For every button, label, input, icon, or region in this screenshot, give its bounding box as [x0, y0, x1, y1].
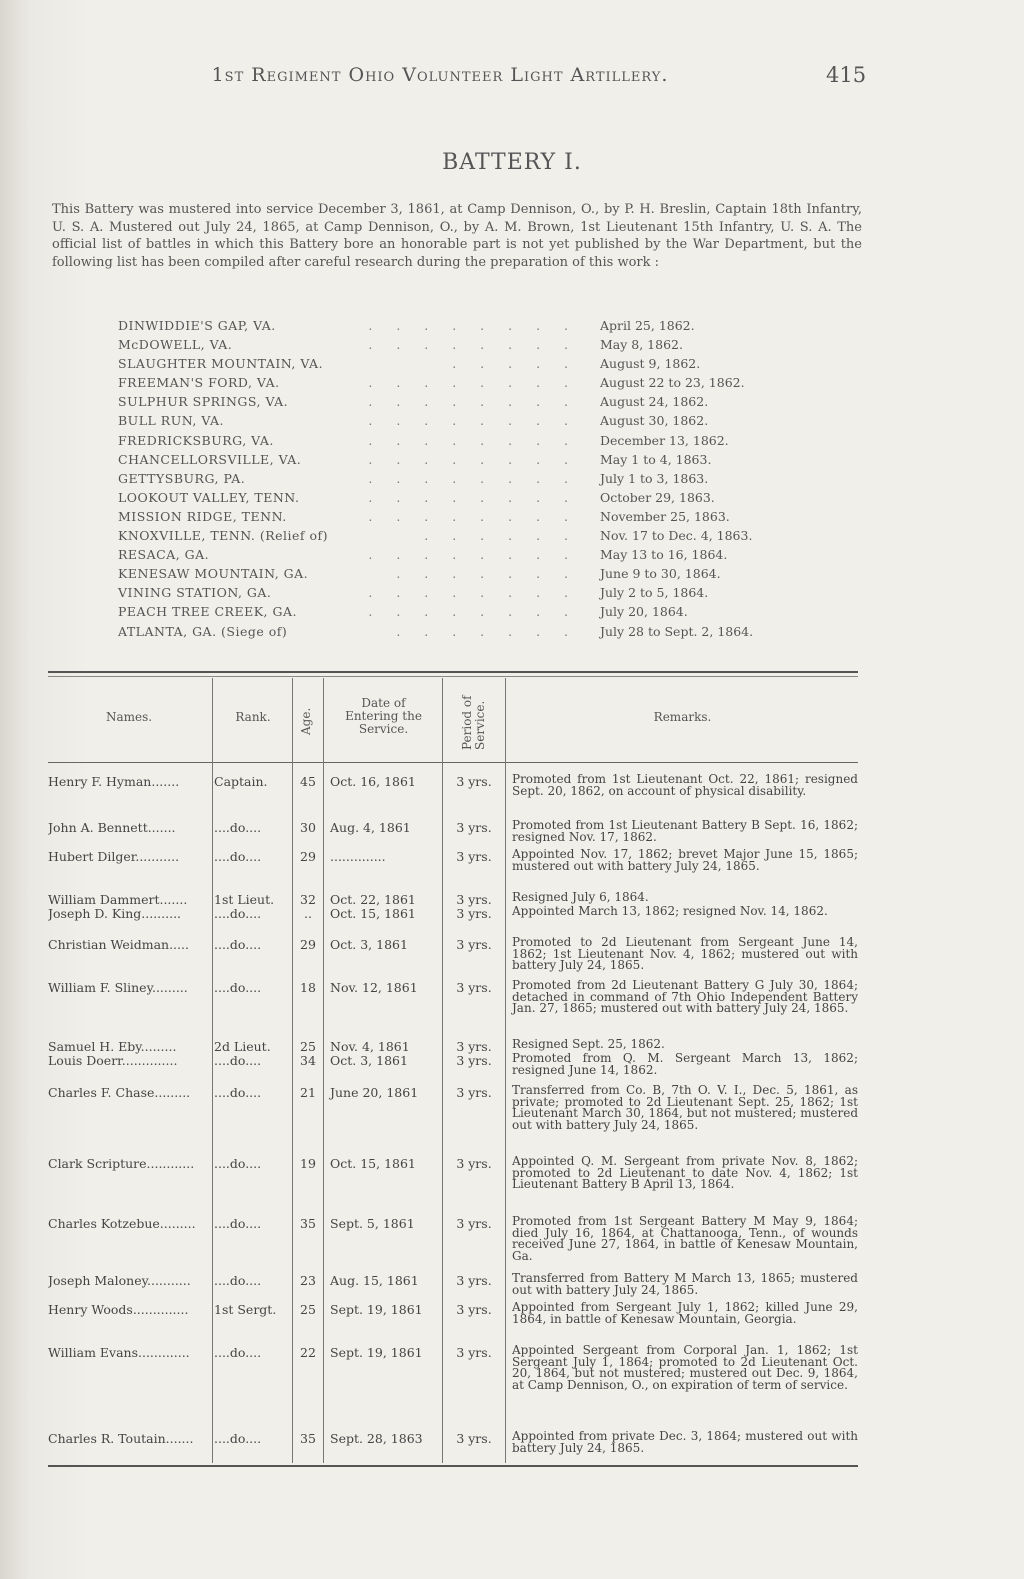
- header-period-line1: Period of: [460, 695, 474, 750]
- battle-name: MISSION RIDGE, TENN.: [118, 508, 287, 524]
- cell-period: 3 yrs.: [456, 820, 492, 835]
- cell-remarks: Promoted from 1st Lieutenant Oct. 22, 1861; resigned Sept. 20, 1862, on account of physical disability.: [512, 772, 858, 798]
- dot-leader: . . . . . . . .: [368, 489, 578, 505]
- cell-age: 29: [300, 937, 316, 952]
- battle-name: CHANCELLORSVILLE, VA.: [118, 451, 302, 467]
- cell-rank: ....do....: [214, 1216, 262, 1231]
- battle-row: [118, 394, 798, 413]
- table-bottom-rule: [48, 1465, 858, 1467]
- battle-date: July 2 to 5, 1864.: [600, 585, 709, 601]
- cell-name: Charles Kotzebue.........: [48, 1216, 196, 1231]
- battle-name: KENESAW MOUNTAIN, GA.: [118, 566, 309, 582]
- cell-name: Christian Weidman.....: [48, 937, 189, 952]
- battle-row: [118, 318, 798, 337]
- cell-date: Aug. 4, 1861: [330, 820, 411, 835]
- cell-date: Sept. 5, 1861: [330, 1216, 415, 1231]
- cell-date: Nov. 4, 1861: [330, 1039, 410, 1054]
- cell-period: 3 yrs.: [456, 1216, 492, 1231]
- dot-leader: . . . . . . . .: [368, 547, 578, 563]
- table-header-rule: [48, 762, 858, 763]
- cell-remarks: Transferred from Co. B, 7th O. V. I., Dec. 5, 1861, as private; promoted to 2d Lieutenant Sept. 25, 1862; 1st Lieutenant March 30, 1864, but not mustered; mustered out with battery July 24, 1865.: [512, 1083, 858, 1132]
- battle-row: [118, 585, 798, 604]
- cell-period: 3 yrs.: [456, 774, 492, 789]
- cell-rank: 2d Lieut.: [214, 1039, 271, 1054]
- cell-age: 32: [300, 892, 316, 907]
- header-rank: Rank.: [235, 710, 271, 724]
- cell-period: 3 yrs.: [456, 1039, 492, 1054]
- cell-period: 3 yrs.: [456, 1302, 492, 1317]
- cell-period: 3 yrs.: [456, 892, 492, 907]
- cell-date: Oct. 3, 1861: [330, 1053, 408, 1068]
- cell-rank: ....do....: [214, 820, 262, 835]
- cell-name: William Evans.............: [48, 1345, 190, 1360]
- dot-leader: . . . . . . . .: [368, 375, 578, 391]
- cell-period: 3 yrs.: [456, 937, 492, 952]
- cell-period: 3 yrs.: [456, 1345, 492, 1360]
- cell-age: 35: [300, 1216, 316, 1231]
- cell-date: Nov. 12, 1861: [330, 980, 418, 995]
- battle-name: BULL RUN, VA.: [118, 413, 225, 429]
- cell-remarks: Appointed Nov. 17, 1862; brevet Major June 15, 1865; mustered out with battery July 24, 1865.: [512, 847, 858, 873]
- cell-remarks: Promoted from 1st Lieutenant Battery B Sept. 16, 1862; resigned Nov. 17, 1862.: [512, 818, 858, 844]
- page-number: 415: [826, 63, 867, 87]
- cell-rank: ....do....: [214, 980, 262, 995]
- cell-date: Sept. 19, 1861: [330, 1302, 423, 1317]
- cell-name: Henry F. Hyman.......: [48, 774, 180, 789]
- cell-name: Clark Scripture............: [48, 1156, 195, 1171]
- battle-row: [118, 624, 798, 643]
- cell-age: 34: [300, 1053, 316, 1068]
- column-divider: [212, 678, 213, 1463]
- battle-date: April 25, 1862.: [600, 318, 695, 333]
- table-top-rule-thin: [48, 676, 858, 677]
- section-title: BATTERY I.: [442, 150, 582, 175]
- intro-paragraph: This Battery was mustered into service December 3, 1861, at Camp Dennison, O., by P. H. Breslin, Captain 18th Infantry, U. S. A. Mustered out July 24, 1865, at Camp Dennison, O., by A. M. Brown, 1st Lieutenant 15th Infantry, U. S. A. The official list of battles in which this Battery bore an honorable part is not yet published by the War Department, but the following list has been compiled after careful research during the preparation of this work :: [52, 202, 862, 270]
- cell-age: 29: [300, 849, 316, 864]
- dot-leader: . . . . . . . .: [368, 585, 578, 601]
- battle-row: [118, 528, 798, 547]
- cell-remarks: Promoted to 2d Lieutenant from Sergeant June 14, 1862; 1st Lieutenant Nov. 4, 1862; mustered out with battery July 24, 1865.: [512, 935, 858, 972]
- dot-leader: . . . . . .: [424, 528, 578, 544]
- dot-leader: . . . . . . . .: [368, 470, 578, 486]
- dot-leader: . . . . . . .: [396, 623, 578, 639]
- battle-date: May 1 to 4, 1863.: [600, 451, 712, 467]
- battle-row: [118, 490, 798, 509]
- battle-row: [118, 471, 798, 490]
- cell-date: Aug. 15, 1861: [330, 1273, 419, 1288]
- cell-age: ..: [304, 906, 312, 921]
- cell-date: Oct. 3, 1861: [330, 937, 408, 952]
- battle-name: ATLANTA, GA. (Siege of): [118, 623, 288, 639]
- battle-name: RESACA, GA.: [118, 547, 210, 563]
- battle-name: FREDRICKSBURG, VA.: [118, 432, 274, 448]
- battle-name: DINWIDDIE'S GAP, VA.: [118, 318, 276, 333]
- cell-name: William F. Sliney.........: [48, 980, 188, 995]
- cell-age: 22: [300, 1345, 316, 1360]
- cell-date: Oct. 22, 1861: [330, 892, 416, 907]
- column-divider: [505, 678, 506, 1463]
- cell-period: 3 yrs.: [456, 1156, 492, 1171]
- cell-remarks: Appointed March 13, 1862; resigned Nov. 14, 1862.: [512, 904, 828, 918]
- header-age: Age.: [299, 707, 313, 735]
- cell-rank: ....do....: [214, 1156, 262, 1171]
- cell-rank: ....do....: [214, 1085, 262, 1100]
- cell-rank: 1st Lieut.: [214, 892, 275, 907]
- cell-age: 30: [300, 820, 316, 835]
- dot-leader: . . . . . . . .: [368, 318, 578, 333]
- column-divider: [442, 678, 443, 1463]
- battle-name: FREEMAN'S FORD, VA.: [118, 375, 280, 391]
- cell-period: 3 yrs.: [456, 980, 492, 995]
- cell-age: 23: [300, 1273, 316, 1288]
- running-head: 1st Regiment Ohio Volunteer Light Artillery.: [211, 64, 669, 86]
- battle-date: May 13 to 16, 1864.: [600, 547, 728, 563]
- cell-name: Charles F. Chase.........: [48, 1085, 191, 1100]
- cell-age: 25: [300, 1039, 316, 1054]
- dot-leader: . . . . . . . .: [368, 604, 578, 620]
- battle-date: May 8, 1862.: [600, 337, 683, 353]
- cell-rank: ....do....: [214, 1345, 262, 1360]
- cell-age: 18: [300, 980, 316, 995]
- column-divider: [323, 678, 324, 1463]
- battle-row: [118, 604, 798, 623]
- cell-remarks: Appointed from Sergeant July 1, 1862; killed June 29, 1864, in battle of Kenesaw Mountain, Georgia.: [512, 1300, 858, 1326]
- battle-date: August 9, 1862.: [600, 356, 701, 372]
- cell-date: Sept. 19, 1861: [330, 1345, 423, 1360]
- cell-age: 25: [300, 1302, 316, 1317]
- battle-date: August 24, 1862.: [600, 394, 709, 410]
- battle-date: November 25, 1863.: [600, 508, 730, 524]
- battle-name: SLAUGHTER MOUNTAIN, VA.: [118, 356, 324, 372]
- cell-name: John A. Bennett.......: [48, 820, 176, 835]
- cell-period: 3 yrs.: [456, 849, 492, 864]
- cell-remarks: Appointed Q. M. Sergeant from private Nov. 8, 1862; promoted to 2d Lieutenant to date Nov. 4, 1862; 1st Lieutenant Battery B April 13, 1864.: [512, 1154, 858, 1191]
- cell-name: Hubert Dilger...........: [48, 849, 180, 864]
- battle-row: [118, 356, 798, 375]
- battle-date: December 13, 1862.: [600, 432, 729, 448]
- battle-name: KNOXVILLE, TENN. (Relief of): [118, 528, 329, 544]
- cell-rank: ....do....: [214, 937, 262, 952]
- header-date: [325, 697, 442, 736]
- cell-remarks: Appointed from private Dec. 3, 1864; mustered out with battery July 24, 1865.: [512, 1429, 858, 1455]
- cell-age: 45: [300, 774, 316, 789]
- dot-leader: . . . . .: [452, 356, 578, 372]
- battle-list: [118, 318, 798, 643]
- header-remarks: Remarks.: [653, 710, 712, 724]
- dot-leader: . . . . . . . .: [368, 432, 578, 448]
- battle-date: October 29, 1863.: [600, 489, 715, 505]
- dot-leader: . . . . . . . .: [368, 413, 578, 429]
- cell-name: Henry Woods..............: [48, 1302, 189, 1317]
- cell-age: 19: [300, 1156, 316, 1171]
- header-period-line2: Service.: [473, 700, 487, 750]
- battle-date: July 20, 1864.: [600, 604, 688, 620]
- header-date-line3: Service.: [358, 722, 409, 736]
- battle-name: LOOKOUT VALLEY, TENN.: [118, 489, 300, 505]
- cell-rank: ....do....: [214, 1431, 262, 1446]
- cell-remarks: Promoted from Q. M. Sergeant March 13, 1862; resigned June 14, 1862.: [512, 1051, 858, 1077]
- cell-period: 3 yrs.: [456, 1085, 492, 1100]
- cell-remarks: Resigned Sept. 25, 1862.: [512, 1037, 665, 1051]
- battle-name: GETTYSBURG, PA.: [118, 470, 246, 486]
- cell-name: Charles R. Toutain.......: [48, 1431, 194, 1446]
- dot-leader: . . . . . . . .: [368, 451, 578, 467]
- cell-remarks: Promoted from 1st Sergeant Battery M May 9, 1864; died July 16, 1864, at Chattanooga, Tenn., of wounds received June 27, 1864, in battle of Kenesaw Mountain, Ga.: [512, 1214, 858, 1263]
- cell-period: 3 yrs.: [456, 906, 492, 921]
- cell-period: 3 yrs.: [456, 1273, 492, 1288]
- battle-date: June 9 to 30, 1864.: [600, 566, 721, 582]
- battle-date: July 1 to 3, 1863.: [600, 470, 709, 486]
- battle-date: July 28 to Sept. 2, 1864.: [600, 623, 754, 639]
- cell-period: 3 yrs.: [456, 1053, 492, 1068]
- cell-rank: ....do....: [214, 906, 262, 921]
- cell-name: Samuel H. Eby.........: [48, 1039, 177, 1054]
- cell-date: June 20, 1861: [330, 1085, 419, 1100]
- dot-leader: . . . . . . . .: [368, 337, 578, 353]
- cell-age: 21: [300, 1085, 316, 1100]
- cell-date: Oct. 15, 1861: [330, 906, 416, 921]
- cell-name: Louis Doerr..............: [48, 1053, 178, 1068]
- battle-row: [118, 547, 798, 566]
- battle-row: [118, 413, 798, 432]
- cell-rank: 1st Sergt.: [214, 1302, 277, 1317]
- battle-name: McDOWELL, VA.: [118, 337, 233, 353]
- header-date-line2: Entering the: [345, 709, 422, 723]
- column-divider: [292, 678, 293, 1463]
- cell-rank: ....do....: [214, 1053, 262, 1068]
- battle-row: [118, 337, 798, 356]
- header-period: [461, 695, 487, 750]
- battle-row: [118, 566, 798, 585]
- cell-remarks: Resigned July 6, 1864.: [512, 890, 649, 904]
- battle-name: VINING STATION, GA.: [118, 585, 272, 601]
- cell-date: ..............: [330, 849, 386, 864]
- battle-row: [118, 433, 798, 452]
- cell-name: Joseph D. King..........: [48, 906, 182, 921]
- cell-rank: ....do....: [214, 849, 262, 864]
- cell-period: 3 yrs.: [456, 1431, 492, 1446]
- dot-leader: . . . . . . . .: [368, 508, 578, 524]
- battle-date: August 30, 1862.: [600, 413, 709, 429]
- battle-row: [118, 452, 798, 471]
- table-top-rule: [48, 671, 858, 673]
- battle-row: [118, 375, 798, 394]
- header-date-line1: Date of: [361, 696, 406, 710]
- cell-rank: Captain.: [214, 774, 268, 789]
- battle-date: Nov. 17 to Dec. 4, 1863.: [600, 528, 753, 544]
- dot-leader: . . . . . . . .: [368, 394, 578, 410]
- cell-remarks: Promoted from 2d Lieutenant Battery G July 30, 1864; detached in command of 7th Ohio Independent Battery Jan. 27, 1865; mustered out with battery July 24, 1865.: [512, 978, 858, 1015]
- battle-name: PEACH TREE CREEK, GA.: [118, 604, 297, 620]
- cell-age: 35: [300, 1431, 316, 1446]
- cell-name: William Dammert.......: [48, 892, 188, 907]
- battle-date: August 22 to 23, 1862.: [600, 375, 745, 391]
- dot-leader: . . . . . . .: [396, 566, 578, 582]
- header-names: Names.: [105, 710, 153, 724]
- cell-rank: ....do....: [214, 1273, 262, 1288]
- cell-date: Oct. 15, 1861: [330, 1156, 416, 1171]
- battle-row: [118, 509, 798, 528]
- battle-name: SULPHUR SPRINGS, VA.: [118, 394, 289, 410]
- cell-remarks: Transferred from Battery M March 13, 1865; mustered out with battery July 24, 1865.: [512, 1271, 858, 1297]
- cell-date: Oct. 16, 1861: [330, 774, 416, 789]
- cell-name: Joseph Maloney...........: [48, 1273, 191, 1288]
- cell-date: Sept. 28, 1863: [330, 1431, 423, 1446]
- cell-remarks: Appointed Sergeant from Corporal Jan. 1, 1862; 1st Sergeant July 1, 1864; promoted to 2d Lieutenant Oct. 20, 1864, but not mustered; mustered out Dec. 9, 1864, at Camp Dennison, O., on expiration of term of service.: [512, 1343, 858, 1392]
